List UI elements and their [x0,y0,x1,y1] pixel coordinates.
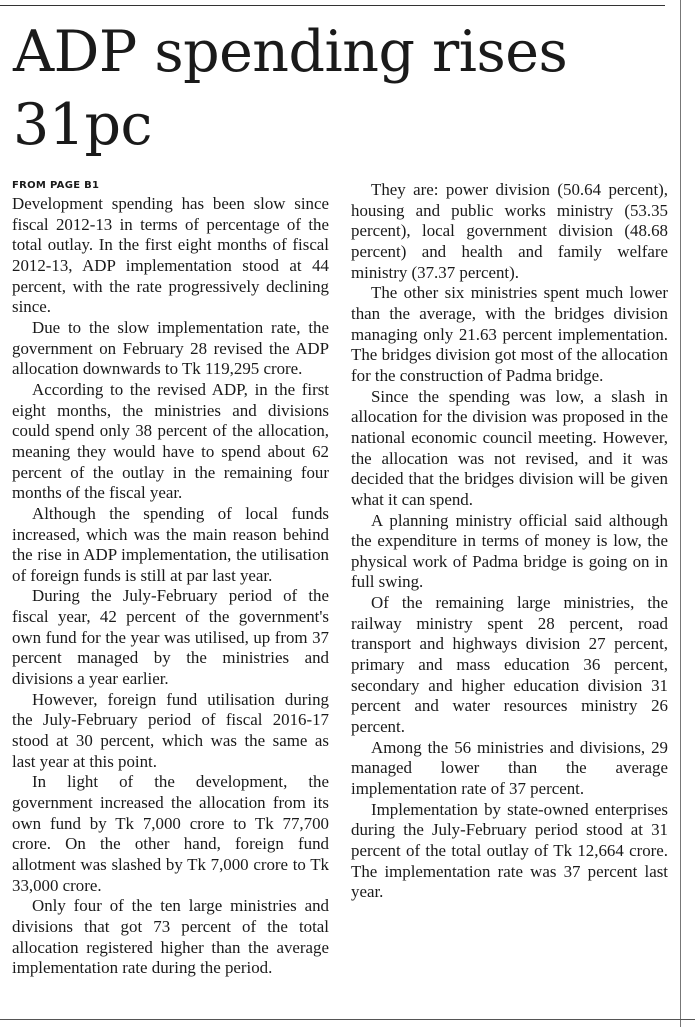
paragraph: Since the spending was low, a slash in allocation for the division was proposed in the national economic council meeting. However, the allocation was not revised, and it was decided that the bridges division will be given what it can spend. [351,386,668,509]
paragraph: During the July-February period of the fiscal year, 42 percent of the government's own fund for the year was utilised, up from 37 percent managed by the ministries and divisions a year earlier. [12,586,329,689]
paragraph: A planning ministry official said although the expenditure in terms of money is low, the physical work of Padma bridge is going on in full swing. [351,510,668,592]
top-rule [0,5,665,6]
paragraph: According to the revised ADP, in the first eight months, the ministries and divisions could spend only 38 percent of the allocation, meaning they would have to spend about 62 percent of the outlay in the remaining four months of the fiscal year. [12,379,329,503]
paragraph: The other six ministries spent much lower than the average, with the bridges division managing only 21.63 percent implementation. The bridges division got most of the allocation for the construction of Padma bridge. [351,283,668,385]
kicker: FROM PAGE B1 [12,180,100,191]
paragraph: Development spending has been slow since fiscal 2012-13 in terms of percentage of the total outlay. In the first eight months of fiscal 2012-13, ADP implementation stood at 44 percent, with the rate progressively declining since. [12,194,329,317]
paragraph: Due to the slow implementation rate, the government on February 28 revised the ADP allocation downwards to Tk 119,295 crore. [12,317,329,379]
paragraph: Although the spending of local funds increased, which was the main reason behind the rise in ADP implementation, the utilisation of foreign funds is still at par last year. [12,503,329,585]
paragraph: Among the 56 ministries and divisions, 29 managed lower than the average implementation rate of 37 percent. [351,737,668,799]
paragraph: Implementation by state-owned enterprises during the July-February period stood at 31 percent of the total outlay of Tk 12,664 crore. The implementation rate was 37 percent last year. [351,799,668,902]
column-rule [680,0,681,1027]
paragraph: Of the remaining large ministries, the railway ministry spent 28 percent, road transport and highways division 27 percent, primary and mass education 36 percent, secondary and higher education division 31 percent and water resources ministry 26 percent. [351,593,668,737]
article-body [12,180,668,1010]
paragraph: They are: power division (50.64 percent), housing and public works ministry (53.35 percent), local government division (48.68 percent) and health and family welfare ministry (37.37 percent). [351,180,668,282]
paragraph: However, foreign fund utilisation during the July-February period of fiscal 2016-17 stood at 30 percent, which was the same as last year at this point. [12,689,329,771]
headline: ADP spending rises 31pc [13,19,568,158]
bottom-rule [0,1019,695,1020]
paragraph: Only four of the ten large ministries and divisions that got 73 percent of the total allocation registered higher than the average implementation rate during the period. [12,896,329,978]
paragraph: In light of the development, the government increased the allocation from its own fund by Tk 7,000 crore to Tk 77,700 crore. On the other hand, foreign fund allotment was slashed by Tk 7,000 crore to Tk 33,000 crore. [12,772,329,895]
